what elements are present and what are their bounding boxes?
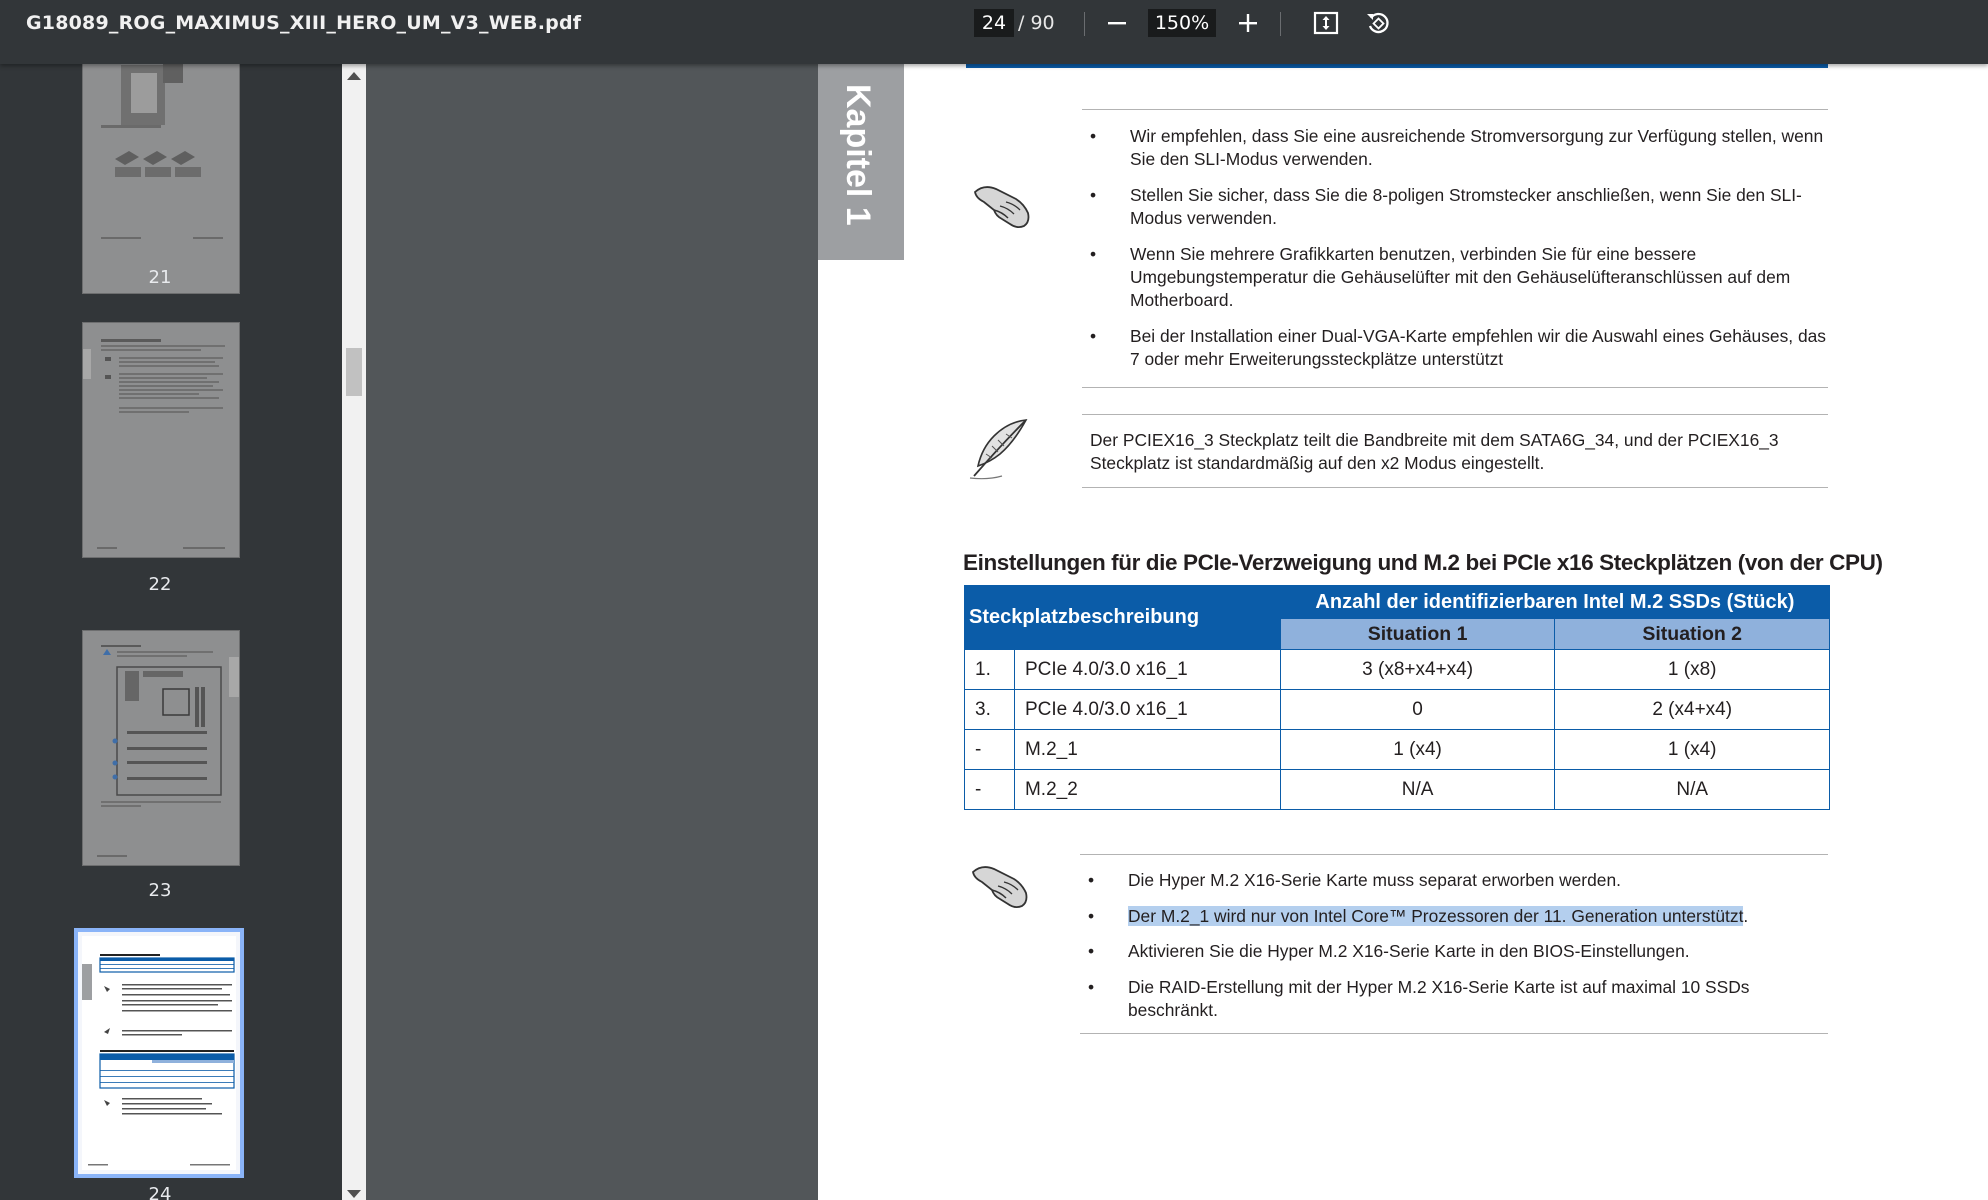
- sidebar-scrollbar[interactable]: [342, 64, 366, 1200]
- note-item: • Die RAID-Erstellung mit der Hyper M.2 X16-Serie Karte ist auf maximal 10 SSDs beschränkt.: [1088, 977, 1750, 1020]
- pdf-toolbar: [0, 0, 1988, 64]
- thumbnail-content: [83, 323, 239, 557]
- thumbnail-label: 22: [148, 574, 172, 595]
- fit-page-icon: [1313, 10, 1339, 36]
- thumbnail-content: [74, 928, 244, 1178]
- thumbnail-page-23[interactable]: [82, 630, 240, 866]
- header-situation-2: Situation 2: [1555, 619, 1830, 650]
- section-heading: Einstellungen für die PCIe-Verzweigung und M.2 bei PCIe x16 Steckplätzen (von der CPU): [963, 550, 1883, 575]
- bifurcation-table: [964, 585, 1830, 810]
- zoom-level-input[interactable]: 150%: [1148, 9, 1216, 37]
- thumbnail-content: [83, 64, 239, 293]
- note-list: [1082, 125, 1828, 371]
- toolbar-divider: [1280, 12, 1281, 36]
- note-item: • Aktivieren Sie die Hyper M.2 X16-Serie Karte in den BIOS-Einstellungen.: [1088, 941, 1690, 961]
- header-slot-description: Steckplatzbeschreibung: [965, 586, 1281, 650]
- thumbnail-label: 24: [148, 1184, 172, 1200]
- note-item: • Wir empfehlen, dass Sie eine ausreichende Stromversorgung zur Verfügung stellen, wenn Sie den SLI-Modus verwenden.: [1090, 126, 1824, 169]
- header-situation-1: Situation 1: [1280, 619, 1555, 650]
- page-number-input[interactable]: 24: [974, 9, 1014, 37]
- thumbnail-content: [83, 631, 239, 865]
- table-row: - M.2_2 N/A N/A: [965, 770, 1830, 810]
- scroll-down-arrow[interactable]: [347, 1190, 361, 1198]
- thumbnail-page-22[interactable]: [82, 322, 240, 558]
- minus-icon: [1107, 13, 1127, 33]
- scroll-up-arrow[interactable]: [347, 72, 361, 80]
- toolbar-divider: [1084, 12, 1085, 36]
- feather-pen-icon: [968, 416, 1032, 482]
- note-text: Der PCIEX16_3 Steckplatz teilt die Bandbreite mit dem SATA6G_34, und der PCIEX16_3 Steckplatz ist standardmäßig auf den x2 Modus eingestellt.: [1090, 430, 1779, 473]
- hand-note-icon: [972, 182, 1034, 230]
- note-item: • Der M.2_1 wird nur von Intel Core™ Prozessoren der 11. Generation unterstützt.: [1088, 906, 1749, 926]
- hand-note-icon: [970, 862, 1032, 910]
- note-list: [1080, 869, 1828, 1022]
- page-total: / 90: [1018, 12, 1055, 34]
- zoom-in-button[interactable]: [1231, 6, 1265, 40]
- note-item: • Stellen Sie sicher, dass Sie die 8-poligen Stromstecker anschließen, wenn Sie den SLI-Modus verwenden.: [1090, 185, 1802, 228]
- note-item: • Die Hyper M.2 X16-Serie Karte muss separat erworben werden.: [1088, 870, 1621, 890]
- thumbnail-page-24[interactable]: [74, 928, 244, 1178]
- note-box-pciex16: [1082, 414, 1828, 488]
- table-row: - M.2_1 1 (x4) 1 (x4): [965, 730, 1830, 770]
- table-row: 3. PCIe 4.0/3.0 x16_1 0 2 (x4+x4): [965, 690, 1830, 730]
- thumbnail-sidebar: [0, 64, 342, 1200]
- zoom-out-button[interactable]: [1100, 6, 1134, 40]
- fit-page-button[interactable]: [1309, 6, 1343, 40]
- table-bottom-border: [966, 64, 1828, 68]
- note-box-sli: [1082, 109, 1828, 388]
- header-ssd-count: Anzahl der identifizierbaren Intel M.2 SSDs (Stück): [1280, 586, 1829, 619]
- thumbnail-label: 23: [148, 880, 172, 901]
- note-item: • Wenn Sie mehrere Grafikkarten benutzen, verbinden Sie für eine bessere Umgebungstemperatur die Gehäuselüfter mit den Gehäuselüfteranschlüssen auf dem Motherboard.: [1090, 244, 1791, 310]
- thumbnail-label: 21: [148, 267, 172, 288]
- text-selection-highlight[interactable]: Der M.2_1 wird nur von Intel Core™ Prozessoren der 11. Generation unterstützt: [1128, 906, 1744, 926]
- sidebar-scrollbar-thumb[interactable]: [346, 348, 362, 396]
- rotate-icon: [1365, 10, 1391, 36]
- note-item: • Bei der Installation einer Dual-VGA-Karte empfehlen wir die Auswahl eines Gehäuses, das 7 oder mehr Erweiterungssteckplätze unterstützt: [1090, 326, 1826, 369]
- table-row: 1. PCIe 4.0/3.0 x16_1 3 (x8+x4+x4) 1 (x8): [965, 650, 1830, 690]
- thumbnail-page-21[interactable]: [82, 64, 240, 294]
- chapter-tab: [818, 64, 904, 260]
- note-box-hyper-m2: [1080, 854, 1828, 1034]
- chapter-tab-label: Kapitel 1: [839, 84, 877, 226]
- plus-icon: [1238, 13, 1258, 33]
- rotate-button[interactable]: [1361, 6, 1395, 40]
- pdf-page: [818, 64, 1988, 1200]
- document-title: G18089_ROG_MAXIMUS_XIII_HERO_UM_V3_WEB.pdf: [26, 12, 582, 34]
